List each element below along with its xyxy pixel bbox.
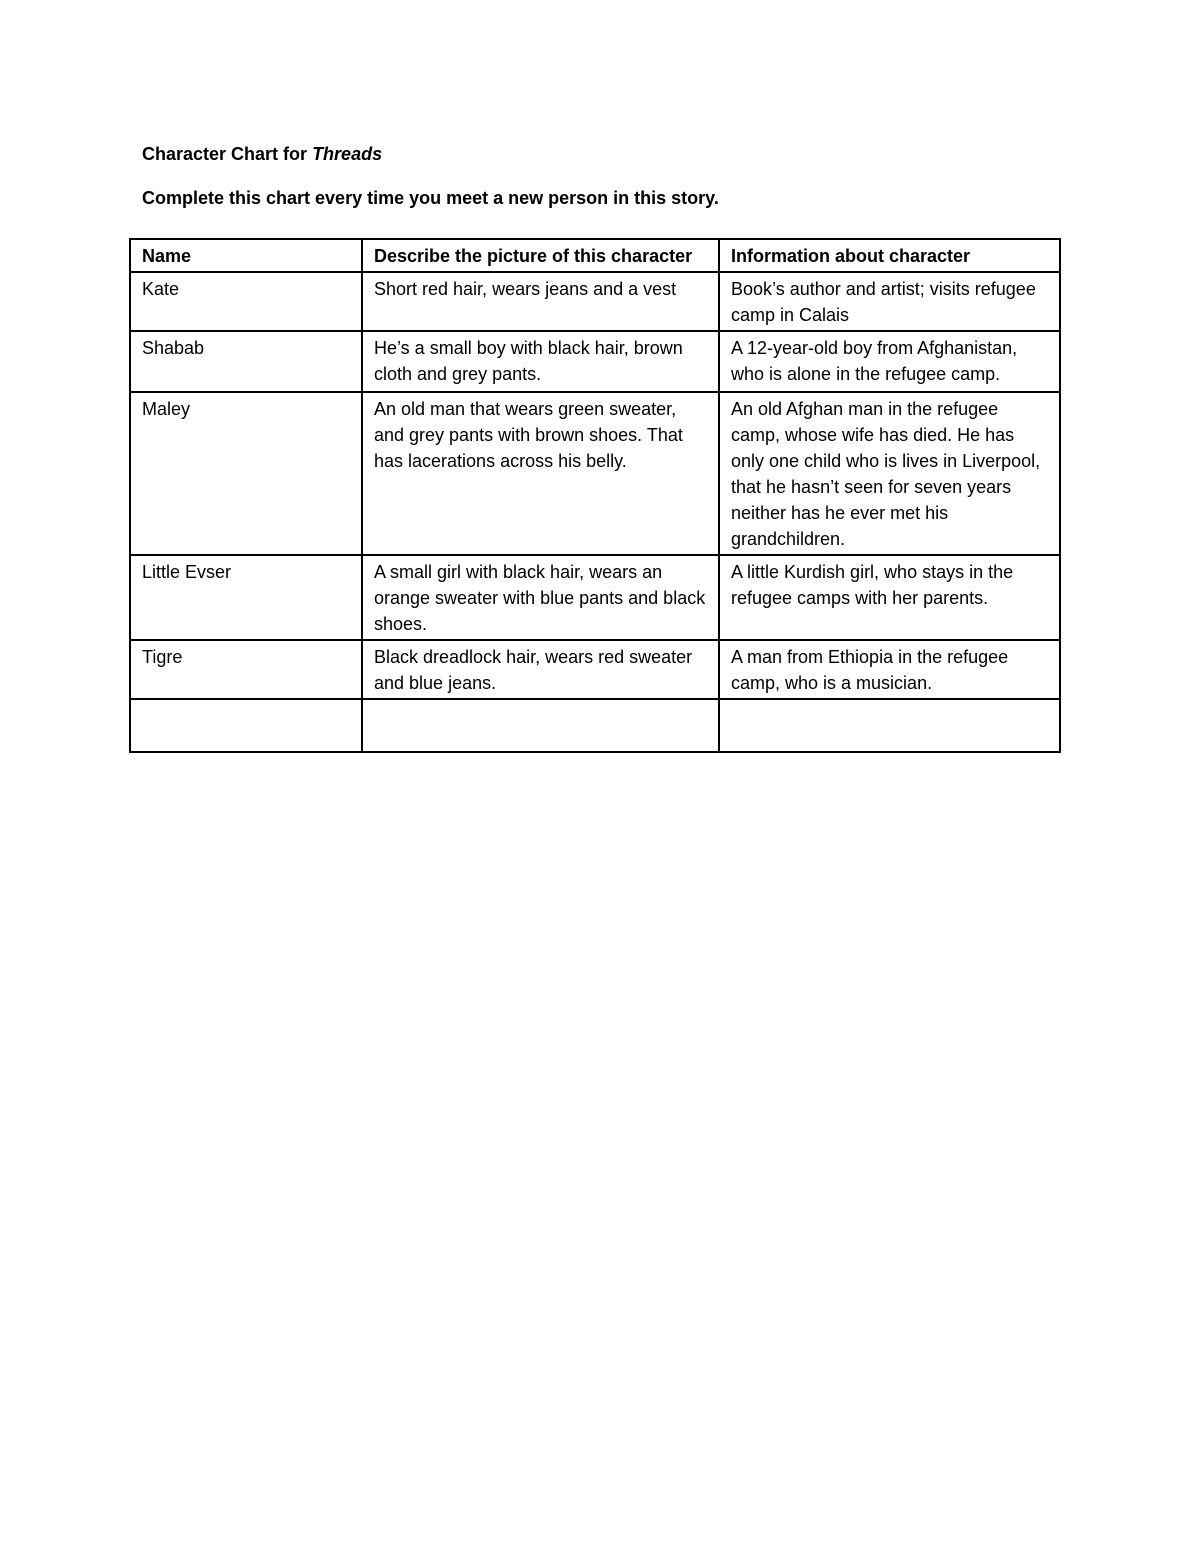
cell-name: Kate	[130, 272, 362, 331]
table-header-row	[130, 239, 1060, 272]
cell-info: A man from Ethiopia in the refugee camp, who is a musician.	[719, 640, 1060, 699]
cell-picture: Black dreadlock hair, wears red sweater and blue jeans.	[362, 640, 719, 699]
column-header-info: Information about character	[719, 239, 1060, 272]
cell-name: Little Evser	[130, 555, 362, 640]
cell-name: Tigre	[130, 640, 362, 699]
book-title: Threads	[312, 144, 383, 164]
cell-info-empty	[719, 699, 1060, 752]
column-header-picture: Describe the picture of this character	[362, 239, 719, 272]
table-row-empty	[130, 699, 1060, 752]
table-row	[130, 555, 1060, 640]
instruction-text: Complete this chart every time you meet a new person in this story.	[142, 188, 719, 208]
character-chart-table	[129, 238, 1061, 753]
table-row	[130, 392, 1060, 555]
cell-name: Maley	[130, 392, 362, 555]
table-row	[130, 640, 1060, 699]
cell-name: Shabab	[130, 331, 362, 392]
cell-picture-empty	[362, 699, 719, 752]
cell-info: A 12-year-old boy from Afghanistan, who is alone in the refugee camp.	[719, 331, 1060, 392]
cell-picture: An old man that wears green sweater, and grey pants with brown shoes. That has lacerations across his belly.	[362, 392, 719, 555]
page-title	[142, 144, 382, 165]
cell-info: An old Afghan man in the refugee camp, whose wife has died. He has only one child who is lives in Liverpool, that he hasn’t seen for seven years neither has he ever met his grandchildren.	[719, 392, 1060, 555]
table-row	[130, 331, 1060, 392]
column-header-name: Name	[130, 239, 362, 272]
cell-picture: A small girl with black hair, wears an orange sweater with blue pants and black shoes.	[362, 555, 719, 640]
cell-picture: Short red hair, wears jeans and a vest	[362, 272, 719, 331]
table-row	[130, 272, 1060, 331]
cell-info: A little Kurdish girl, who stays in the refugee camps with her parents.	[719, 555, 1060, 640]
cell-info: Book’s author and artist; visits refugee camp in Calais	[719, 272, 1060, 331]
title-prefix: Character Chart for	[142, 144, 308, 164]
cell-name-empty	[130, 699, 362, 752]
cell-picture: He’s a small boy with black hair, brown cloth and grey pants.	[362, 331, 719, 392]
